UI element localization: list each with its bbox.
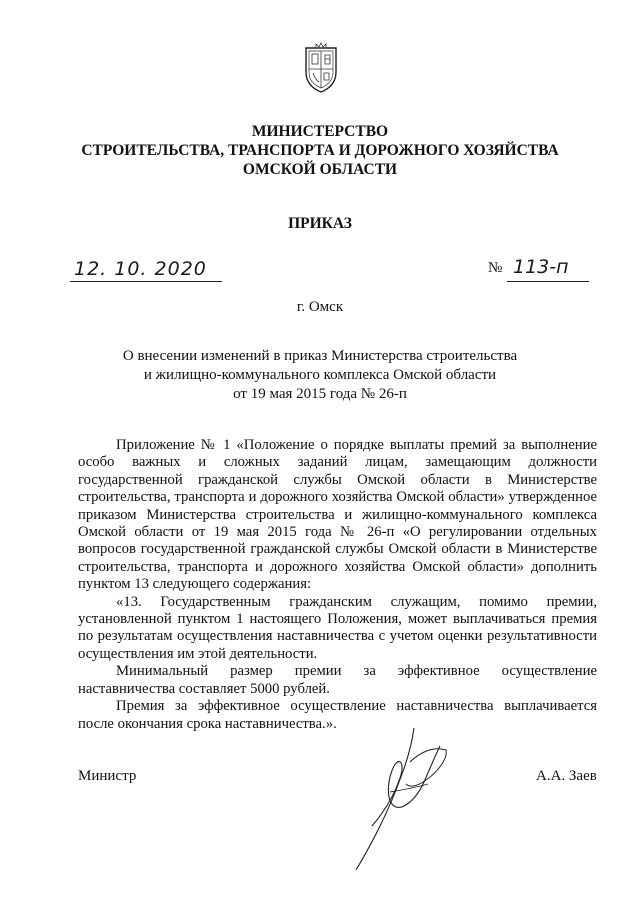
date-value: 12. 10. 2020 <box>74 258 207 280</box>
signatory-name: А.А. Заев <box>536 768 597 784</box>
ministry-line-3: ОМСКОЙ ОБЛАСТИ <box>242 161 398 178</box>
subject-line-1: О внесении изменений в приказ Министерства строительства <box>122 348 518 364</box>
signatory-title: Министр <box>78 768 137 784</box>
number-value: 113-п <box>513 256 569 278</box>
subject-line-2: и жилищно-коммунального комплекса Омской области <box>143 367 497 383</box>
subject <box>40 347 600 404</box>
body-paragraph: Премия за эффективное осуществление наставничества выплачивается после окончания срока наставничества.». <box>78 698 597 732</box>
handwritten-signature-icon <box>350 722 450 872</box>
ministry-line-1: МИНИСТЕРСТВО <box>251 123 389 140</box>
city: г. Омск <box>296 299 344 315</box>
number-label: № <box>488 260 503 276</box>
body-paragraph: «13. Государственным гражданским служащим, помимо премии, установленной пунктом 1 настоящего Положения, может выплачиваться премия по результатам осуществления наставничества с учетом оценки результативности осуществления им этой деятельности. <box>78 593 597 662</box>
date-underline <box>70 281 222 282</box>
ministry-line-2: СТРОИТЕЛЬСТВА, ТРАНСПОРТА И ДОРОЖНОГО ХОЗЯЙСТВА <box>81 142 559 159</box>
document-type: ПРИКАЗ <box>288 215 352 232</box>
number-underline <box>507 281 589 282</box>
body-text <box>78 437 597 733</box>
coat-of-arms-icon <box>302 42 340 94</box>
subject-line-3: от 19 мая 2015 года № 26-п <box>233 386 407 402</box>
ministry-name <box>40 122 600 179</box>
body-paragraph: Приложение № 1 «Положение о порядке выплаты премий за выполнение особо важных и сложных заданий лицам, замещающим должности государственной гражданской службы Омской области в Министерстве строительства, транспорта и дорожного хозяйства Омской области» утвержденное приказом Министерства строительства и жилищно-коммунального комплекса Омской области от 19 мая 2015 года № 26-п «О регулировании отдельных вопросов государственной гражданской службы Омской области в Министерстве строительства, транспорта и дорожного хозяйства Омской области» дополнить пунктом 13 следующего содержания: <box>78 437 597 593</box>
number-field <box>507 256 589 284</box>
body-paragraph: Минимальный размер премии за эффективное осуществление наставничества составляет 5000 рублей. <box>78 663 597 697</box>
date-field <box>70 258 222 284</box>
